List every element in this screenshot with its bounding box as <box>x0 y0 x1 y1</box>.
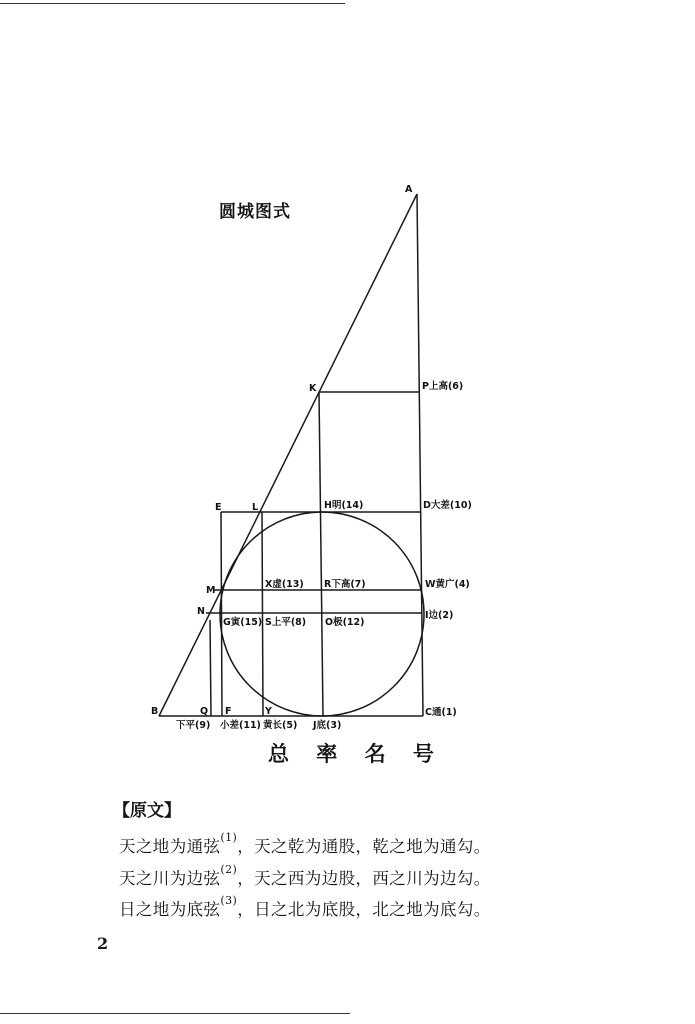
label-a: A <box>405 184 413 195</box>
line-ly <box>262 512 263 716</box>
label-d: D大差(10) <box>423 500 472 511</box>
section-heading: 【原文】 <box>113 801 181 821</box>
footnote-ref-1: (1) <box>220 831 238 844</box>
label-m: M <box>206 585 216 596</box>
text-line-3 <box>119 896 491 920</box>
label-xiaocha: 小差(11) <box>220 720 261 731</box>
label-k: K <box>309 383 317 394</box>
label-huangchang: 黄长(5) <box>263 720 298 731</box>
line-kj <box>319 392 323 716</box>
figure-caption: 总 率 名 号 <box>268 741 444 766</box>
footnote-ref-3: (3) <box>220 894 238 907</box>
text-line-2 <box>119 865 491 889</box>
label-q: Q <box>200 706 209 717</box>
label-y: Y <box>265 706 272 717</box>
line-3-start: 日之地为底弦 <box>119 900 221 919</box>
label-xiaping: 下平(9) <box>176 720 211 731</box>
label-o: O极(12) <box>325 617 365 628</box>
label-w: W黄广(4) <box>425 579 470 590</box>
bottom-rule <box>0 1013 350 1014</box>
label-c: C通(1) <box>425 707 457 718</box>
line-ef <box>221 512 222 716</box>
label-s: S上平(8) <box>265 617 307 628</box>
label-n: N <box>197 606 205 617</box>
line-q <box>210 620 211 716</box>
line-1-rest: ，天之乾为通股，乾之地为通勾。 <box>237 837 491 856</box>
footnote-ref-2: (2) <box>220 863 238 876</box>
text-line-1 <box>119 833 491 857</box>
line-1-start: 天之地为通弦 <box>119 837 221 856</box>
label-f: F <box>225 706 232 717</box>
label-e: E <box>215 502 222 513</box>
line-3-rest: ，日之北为底股，北之地为底勾。 <box>237 900 491 919</box>
hypotenuse-ab <box>159 194 417 716</box>
label-b: B <box>151 706 159 717</box>
label-g: G寅(15) <box>223 617 263 628</box>
line-2-rest: ，天之西为边股，西之川为边勾。 <box>237 869 491 888</box>
label-di: J底(3) <box>313 720 342 731</box>
page-number: 2 <box>97 934 109 953</box>
line-2-start: 天之川为边弦 <box>119 869 221 888</box>
label-l: L <box>252 502 259 513</box>
label-p: P上高(6) <box>422 381 464 392</box>
label-h: H明(14) <box>324 500 364 511</box>
label-r: R下高(7) <box>324 579 366 590</box>
vertical-ac <box>417 194 423 716</box>
label-x: X虚(13) <box>265 579 304 590</box>
figure-title: 圆城图式 <box>219 202 291 222</box>
label-i: I边(2) <box>425 610 454 621</box>
